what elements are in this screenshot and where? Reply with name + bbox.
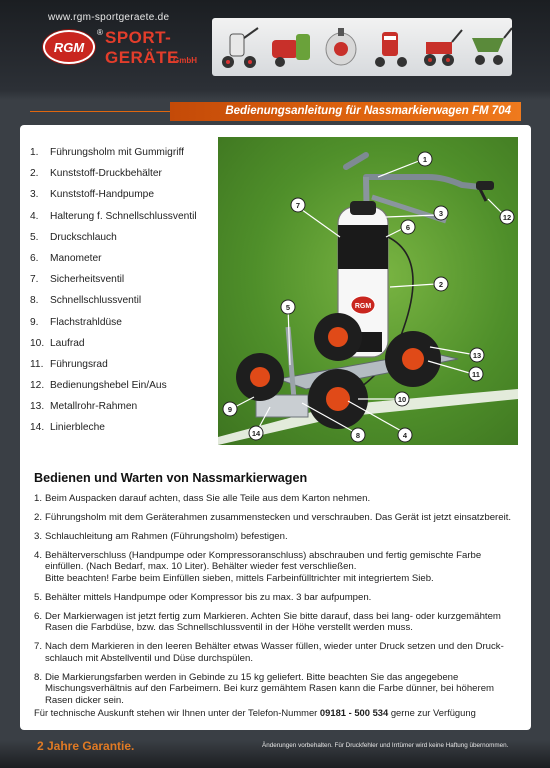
step-number: 8.: [34, 671, 43, 683]
step-number: 1.: [34, 493, 43, 504]
part-label: Sicherheitsventil: [50, 274, 125, 286]
callout-12: [500, 210, 514, 224]
wheeled-marker-icon: [366, 24, 416, 70]
contact-suffix: gerne zur Verfügung: [390, 707, 476, 718]
logo-line-2: GERÄTE: [105, 48, 179, 67]
part-label: Kunststoff-Druckbehälter: [50, 168, 162, 180]
list-item: [30, 232, 230, 253]
list-item: [30, 422, 230, 443]
part-label: Führungsrad: [50, 358, 108, 370]
list-item: [34, 550, 520, 585]
list-item: [34, 611, 520, 634]
svg-text:12: 12: [502, 213, 512, 222]
part-number: 12.: [30, 380, 45, 392]
list-item: [30, 189, 230, 210]
step-text: Schlauchleitung am Rahmen (Führungsholm) befestigen.: [45, 530, 288, 542]
section-heading: Bedienen und Warten von Nassmarkierwagen: [34, 471, 308, 485]
step-text: Nach dem Markieren in den leeren Behälter etwas Wasser füllen, wieder unter Druck setzen und den Druck- schlauch mit Abstellventil und Düse durchspülen.: [45, 641, 504, 664]
wheel-right-rear-icon: [385, 331, 441, 387]
wheel-left-front-icon: [236, 353, 284, 401]
part-number: 3.: [30, 189, 39, 201]
svg-text:14: 14: [251, 429, 261, 438]
part-number: 13.: [30, 401, 45, 413]
part-number: 9.: [30, 316, 39, 328]
part-label: Druckschlauch: [50, 231, 117, 243]
list-item: [30, 274, 230, 295]
callout-8: [351, 428, 365, 442]
callout-1: [418, 152, 432, 166]
callout-4: [398, 428, 412, 442]
callout-6: [401, 220, 415, 234]
spray-marker-tank-icon: [266, 24, 316, 70]
product-photo: [218, 137, 518, 445]
svg-text:11: 11: [472, 370, 480, 379]
logo-registered-mark: ®: [97, 28, 103, 37]
contact-line: [34, 707, 476, 718]
svg-text:2: 2: [438, 280, 444, 289]
contact-prefix: Für technische Auskunft stehen wir Ihnen unter der Telefon-Nummer: [34, 707, 318, 718]
part-number: 4.: [30, 210, 39, 222]
step-text: Führungsholm mit dem Geräterahmen zusammenstecken und verschrauben. Das Gerät ist jetzt einsatzbereit.: [45, 511, 512, 523]
part-label: Halterung f. Schnellschlussventil: [50, 210, 197, 222]
product-banner: [212, 18, 512, 76]
part-number: 6.: [30, 252, 39, 264]
list-item: [34, 531, 520, 543]
svg-text:10: 10: [397, 395, 407, 404]
list-item: [30, 211, 230, 232]
part-number: 11.: [30, 358, 44, 370]
parts-list: [30, 147, 233, 444]
step-text: Die Markierungsfarben werden in Gebinde zu 15 kg geliefert. Bitte beachten Sie das angegebene Mischungsverhältnis auf den Farbeimern. Bei kurz gemähtem Rasen kann die Farbe dünner, bei höherem Rasen dicker sein.: [45, 671, 495, 706]
list-item: [34, 592, 520, 604]
step-number: 6.: [34, 610, 43, 622]
step-text: Der Markierwagen ist jetzt fertig zum Markieren. Achten Sie bitte darauf, dass bei lang- oder kurzgemähtem Rasen die Farbdüse, bzw. das Schnellschlussventil in der Höhe verstellt werden muss.: [45, 610, 501, 634]
list-item: [34, 512, 520, 524]
part-number: 8.: [30, 295, 39, 307]
callout-7: [291, 198, 305, 212]
callout-9: [223, 402, 237, 416]
svg-text:13: 13: [472, 351, 482, 360]
callout-11: [469, 367, 483, 381]
part-label: Manometer: [50, 252, 102, 264]
part-number: 5.: [30, 231, 39, 243]
part-number: 1.: [30, 147, 39, 158]
svg-text:7: 7: [295, 201, 301, 210]
callout-3: [434, 206, 448, 220]
wheel-right-front-icon: [314, 313, 362, 361]
list-item: [30, 401, 233, 422]
list-item: [30, 168, 230, 189]
callout-2: [434, 277, 448, 291]
part-label: Kunststoff-Handpumpe: [50, 189, 155, 201]
disclaimer: Änderungen vorbehalten. Für Druckfehler und Irrtümer wird keine Haftung übernommen.: [262, 742, 509, 749]
list-item: [30, 253, 230, 274]
part-label: Laufrad: [50, 337, 85, 349]
part-label: Metallrohr-Rahmen: [50, 401, 138, 413]
part-number: 14.: [30, 422, 45, 434]
step-number: 3.: [34, 530, 43, 542]
step-number: 5.: [34, 591, 43, 603]
part-label: Führungsholm mit Gummigriff: [50, 147, 184, 158]
tank-brand-label: RGM: [354, 303, 372, 310]
list-item: [30, 359, 230, 380]
list-item: [34, 641, 520, 664]
list-item: [30, 147, 230, 168]
logo-badge: RGM: [43, 30, 95, 64]
part-number: 10.: [30, 337, 45, 349]
phone-number[interactable]: 09181 - 500 534: [319, 707, 389, 718]
svg-text:1: 1: [422, 155, 428, 164]
svg-text:4: 4: [402, 431, 408, 440]
website-url[interactable]: www.rgm-sportgeraete.de: [48, 12, 170, 23]
step-number: 2.: [34, 511, 43, 523]
title-rule: [30, 111, 170, 112]
step-number: 4.: [34, 549, 43, 561]
guarantee-badge: 2 Jahre Garantie.: [37, 739, 135, 753]
svg-text:9: 9: [227, 405, 233, 414]
pump-sprayer-icon: [316, 24, 366, 70]
logo-line-1: SPORT-: [105, 28, 172, 47]
callout-10: [395, 392, 409, 406]
step-text: Beim Auspacken darauf achten, dass Sie alle Teile aus dem Karton nehmen.: [45, 493, 371, 504]
step-text: Behälterverschluss (Handpumpe oder Kompressoranschluss) abschrauben und fertig gemischte Farbe einfüllen. (Nach Bedarf, max. 10 Liter). Behälter wieder fest verschließen. Bitte beachten! Farbe beim Einfüllen sieben, mittels Farbeinfülltrichter mit integriertem Sieb.: [45, 549, 482, 584]
list-item: [30, 317, 230, 338]
list-item: [30, 295, 230, 316]
part-label: Linierbleche: [50, 422, 105, 434]
part-label: Schnellschlussventil: [50, 295, 142, 307]
marking-cart-illustration: [218, 137, 518, 445]
part-label: Flachstrahldüse: [50, 316, 122, 328]
instructions-list: [34, 493, 520, 714]
part-number: 2.: [30, 168, 39, 180]
part-number: 7.: [30, 274, 39, 286]
logo-suffix: GmbH: [173, 56, 197, 65]
list-item: [34, 672, 520, 707]
svg-text:8: 8: [355, 431, 361, 440]
line-marker-machine-icon: [216, 24, 266, 70]
list-item: [30, 380, 230, 401]
step-number: 7.: [34, 641, 43, 653]
svg-text:5: 5: [285, 303, 291, 312]
paint-trolley-icon: [416, 24, 466, 70]
callout-13: [470, 348, 484, 362]
svg-text:3: 3: [438, 209, 444, 218]
part-label: Bedienungshebel Ein/Aus: [50, 380, 167, 392]
company-logo: [43, 26, 213, 74]
callout-5: [281, 300, 295, 314]
list-item: [34, 493, 520, 505]
step-text: Behälter mittels Handpumpe oder Kompressor bis zu max. 3 bar aufpumpen.: [45, 591, 372, 603]
callout-14: [249, 426, 263, 440]
spreader-cart-icon: [464, 24, 512, 70]
svg-text:6: 6: [405, 223, 411, 232]
document-title: Bedienungsanleitung für Nassmarkierwagen FM 704: [170, 102, 521, 121]
list-item: [30, 338, 230, 359]
